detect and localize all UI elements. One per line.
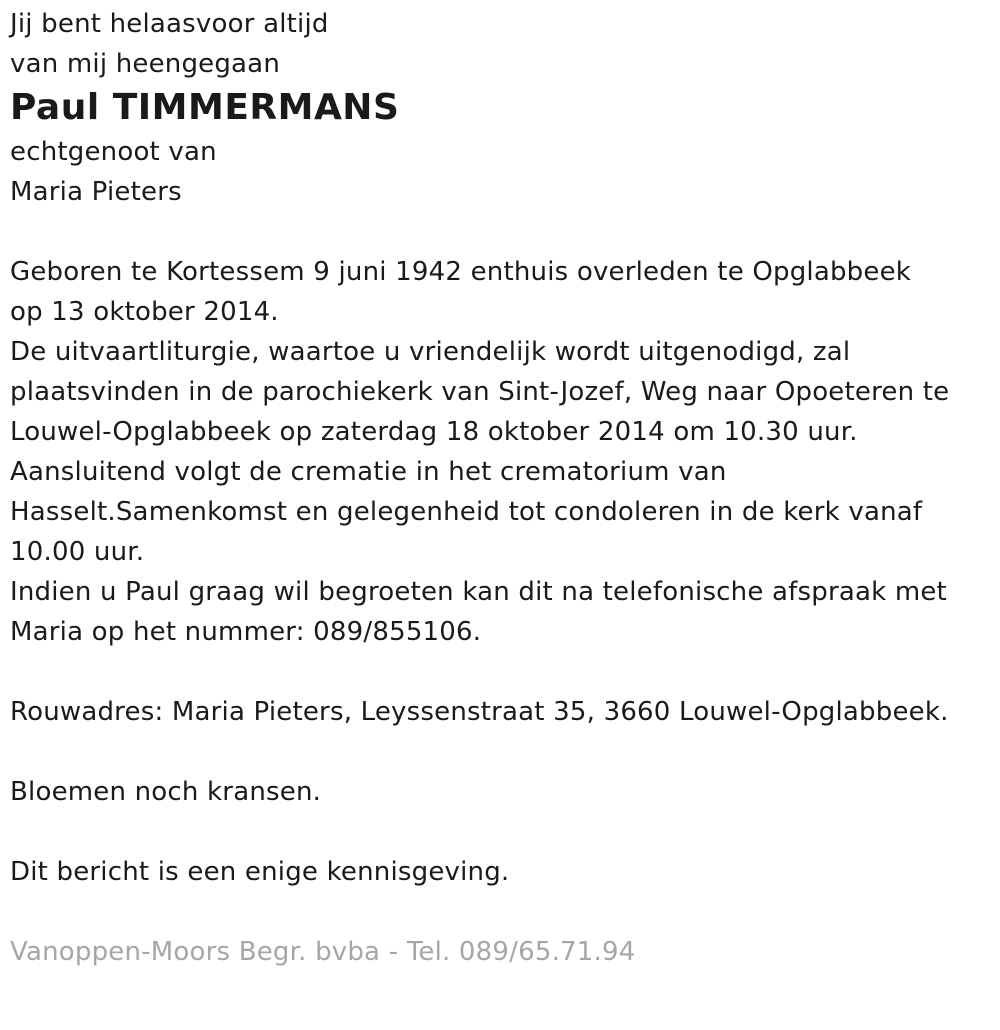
details-line: 10.00 uur. — [10, 537, 145, 567]
spouse-name: Maria Pieters — [10, 177, 182, 207]
deceased-name: Paul TIMMERMANS — [10, 87, 400, 128]
spacer — [10, 812, 990, 852]
spouse-block — [10, 132, 990, 212]
spacer — [10, 652, 990, 692]
motto — [10, 4, 990, 84]
details-line: Hasselt.Samenkomst en gelegenheid tot condoleren in de kerk vanaf — [10, 497, 923, 527]
motto-line: Jij bent helaasvoor altijd — [10, 9, 329, 39]
motto-line: van mij heengegaan — [10, 49, 280, 79]
details-line: Geboren te Kortessem 9 juni 1942 enthuis overleden te Opglabbeek — [10, 257, 912, 287]
details-line: Maria op het nummer: 089/855106. — [10, 617, 482, 647]
spacer — [10, 732, 990, 772]
details-line: De uitvaartliturgie, waartoe u vriendelijk wordt uitgenodigd, zal — [10, 337, 851, 367]
spacer — [10, 892, 990, 932]
spouse-label: echtgenoot van — [10, 137, 217, 167]
funeral-home-footer: Vanoppen-Moors Begr. bvba - Tel. 089/65.71.94 — [10, 937, 636, 967]
details-line: Aansluitend volgt de crematie in het crematorium van — [10, 457, 727, 487]
spacer — [10, 212, 990, 252]
mourning-address: Rouwadres: Maria Pieters, Leyssenstraat 35, 3660 Louwel-Opglabbeek. — [10, 697, 949, 727]
flowers-note: Bloemen noch kransen. — [10, 777, 322, 807]
details-line: Indien u Paul graag wil begroeten kan dit na telefonische afspraak met — [10, 577, 947, 607]
details-line: plaatsvinden in de parochiekerk van Sint-Jozef, Weg naar Opoeteren te — [10, 377, 950, 407]
details-line: op 13 oktober 2014. — [10, 297, 279, 327]
details-line: Louwel-Opglabbeek op zaterdag 18 oktober 2014 om 10.30 uur. — [10, 417, 858, 447]
notice-only-note: Dit bericht is een enige kennisgeving. — [10, 857, 510, 887]
death-notice — [10, 4, 990, 972]
details-block — [10, 252, 990, 652]
